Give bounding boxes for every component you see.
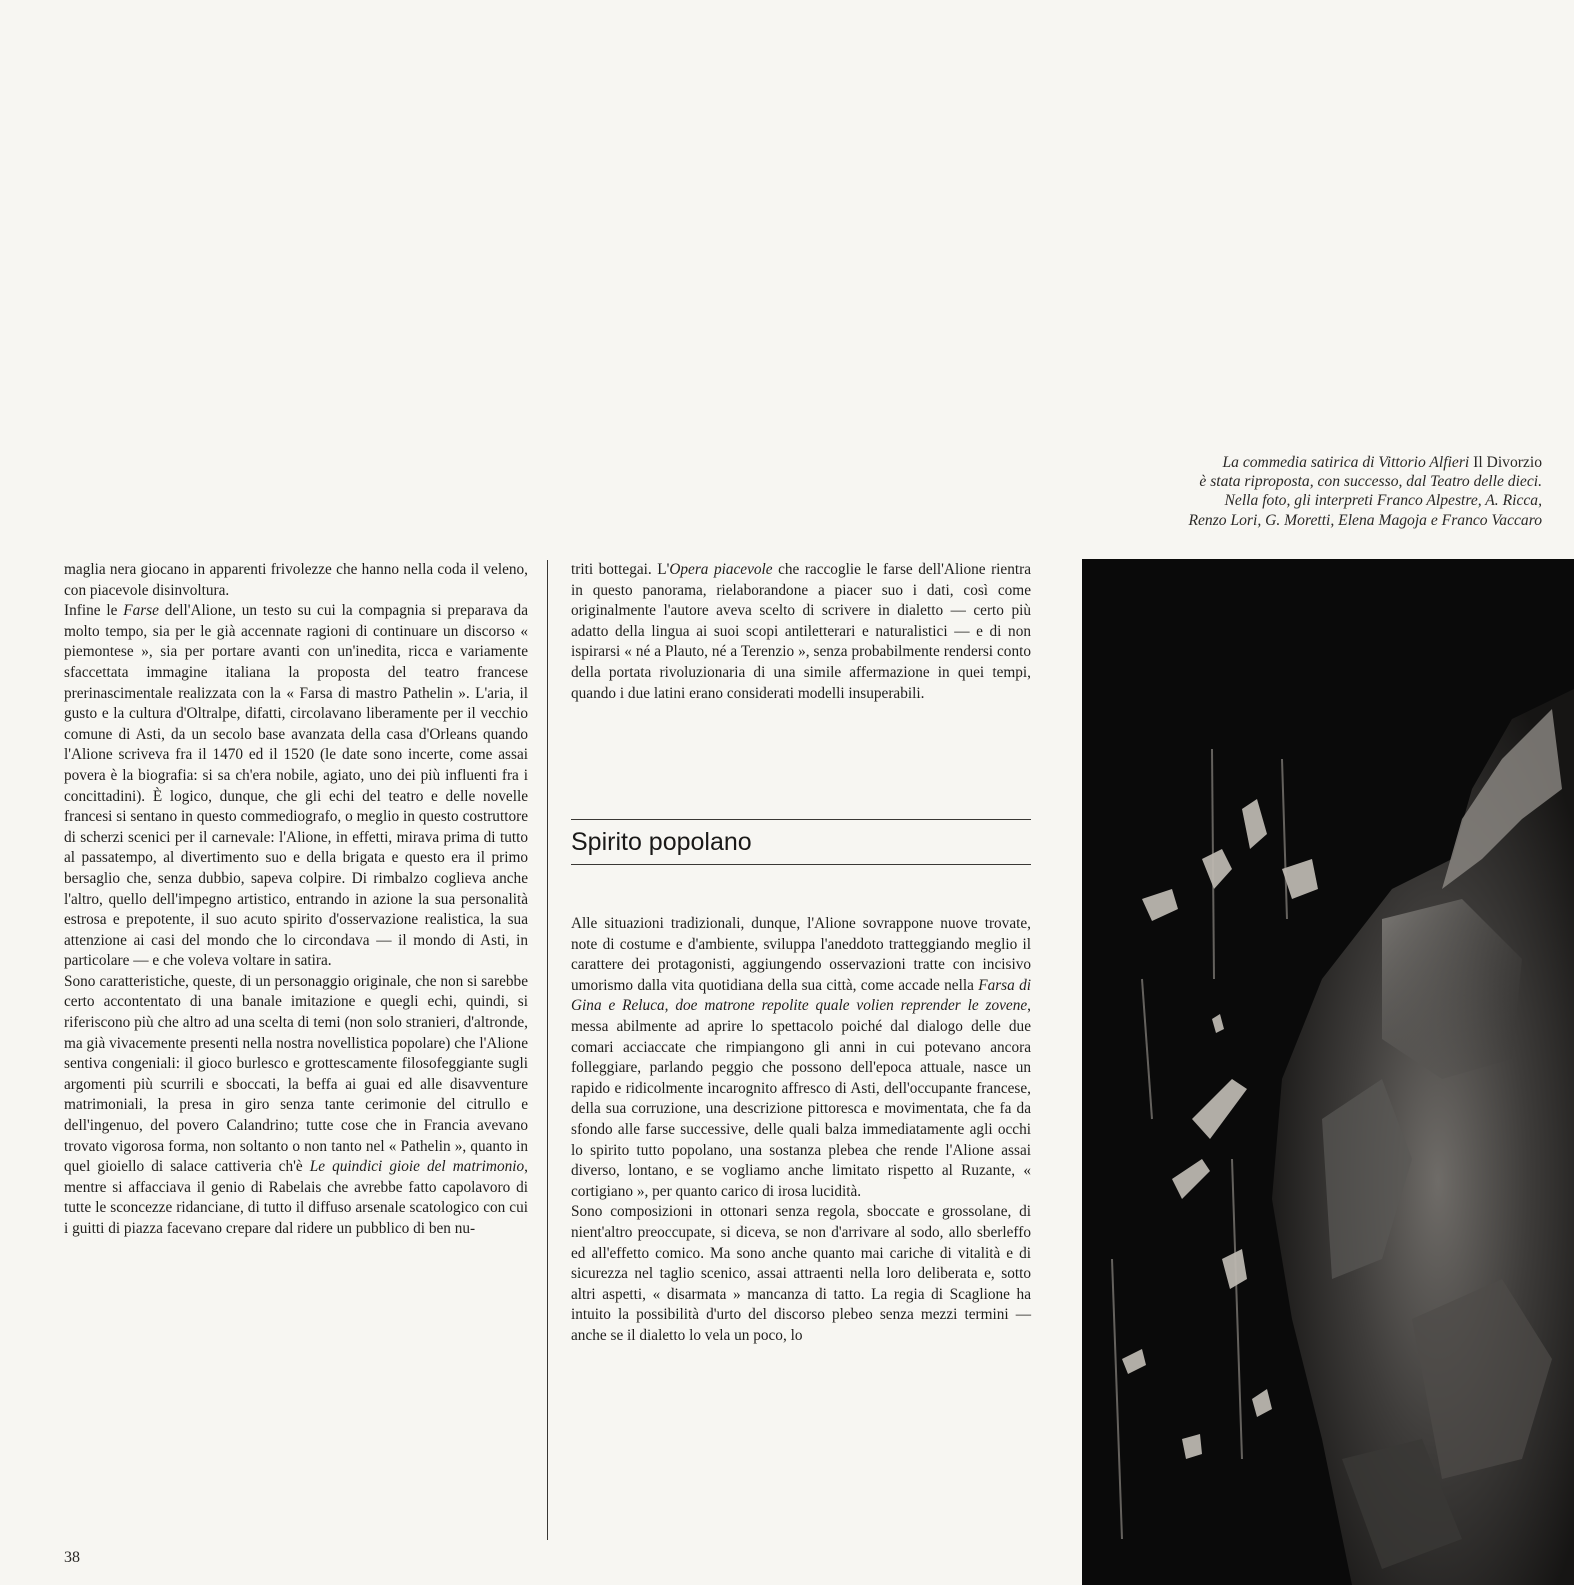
caption-line-3: Nella foto, gli interpreti Franco Alpestre, A. Ricca, xyxy=(1224,492,1542,510)
italic-title: Opera piacevole xyxy=(669,561,773,578)
page-number: 38 xyxy=(64,1549,80,1566)
text-column-right-top xyxy=(571,560,1031,704)
stage-photo-image xyxy=(1082,559,1574,1585)
column-divider xyxy=(547,560,548,1540)
paragraph-text: , mentre si affacciava il genio di Rabelais che avrebbe fatto capolavoro di tutte le sconcezze ridanciane, di tutto il diffuso arsenale scatologico con cui i guitti di piazza facevano crepare dal ridere un pubblico di ben nu- xyxy=(64,1158,528,1237)
italic-title: Farse xyxy=(123,602,159,620)
caption-line-1 xyxy=(1042,453,1542,472)
photo-caption xyxy=(1042,453,1542,530)
paragraph-text: dell'Alione, un testo su cui la compagnia si preparava da molto tempo, sia per le già accennate ragioni di continuare un discorso « piemontese », sia per portare avanti con un'inedita, ricca e variamente sfaccettata immagine italiana la proposta del teatro francese prerinascimentale realizzata con la « Farsa di mastro Pathelin ». L'aria, il gusto e la cultura d'Oltralpe, difatti, circolavano liberamente per il vecchio comune di Asti, da un secolo base avanzata della casa d'Orleans quando l'Alione scriveva fra il 1470 ed il 1520 (le date sono incerte, come assai povera è la biografia: si sa ch'era nobile, agiato, uno dei più influenti fra i concittadini). È logico, dunque, che gli echi del teatro e delle novelle francesi si sentano in questo commediografo, o meglio in questo costruttore di scherzi scenici per il carnevale: l'Alione, in effetti, mirava prima di tutto al passatempo, al divertimento suo e della brigata e questo era il primo bersaglio che, senza dubbio, sapeva colpire. Di rimbalzo coglieva anche l'altro, quello dell'impegno artistico, entrando in azione la sua personalità estrosa e prepotente, il suo acuto spirito d'osservazione realistica, la sua attenzione ai casi del mondo che lo circondava — il mondo di Asti, in particolare — e che voleva voltare in satira. xyxy=(64,602,528,970)
text-column-right-bottom xyxy=(571,914,1031,1346)
paragraph-text: Infine le xyxy=(64,602,124,620)
caption-line-2: è stata riproposta, con successo, dal Teatro delle dieci. xyxy=(1199,473,1542,491)
paragraph: maglia nera giocano in apparenti frivolezze che hanno nella coda il veleno, con piacevole disinvoltura. xyxy=(64,561,528,599)
paragraph: Sono composizioni in ottonari senza regola, sboccate e grossolane, di nient'altro preoccupate, si diceva, se non d'arrivare al sodo, allo sberleffo ed all'effetto comico. Ma sono anche quanto mai cariche di vitalità e di sicurezza nel taglio scenico, assai attraenti nella loro deliberata e, sotto altri aspetti, « disarmata » mancanza di tatto. La regia di Scaglione ha intuito la possibilità d'urto del discorso plebeo senza mezzi termini — anche se il dialetto lo vela un poco, lo xyxy=(571,1203,1031,1344)
paragraph xyxy=(571,560,1031,704)
caption-line-1-italic: La commedia satirica di Vittorio Alfieri xyxy=(1222,454,1470,471)
italic-title: Le quindici gioie del matrimonio xyxy=(309,1158,525,1176)
text-column-left xyxy=(64,560,528,1240)
italic-title: Farsa di Gina e Reluca, doe matrone repolite quale volien reprender le zovene xyxy=(571,976,1031,1015)
paragraph xyxy=(64,601,528,972)
paragraph-text: che raccoglie le farse dell'Alione rientra in questo panorama, rielaborandone a piacer suo i dati, così come originalmente l'autore aveva scelto di scrivere in dialetto — certo più adatto della lingua ai suoi scopi antiletterari e naturalistici — e di non ispirarsi « né a Plauto, né a Terenzio », senza probabilmente rendersi conto della portata rivoluzionaria di una simile affermazione in quei tempi, quando i due latini erano considerati modelli insuperabili. xyxy=(571,561,1031,702)
paragraph-text: , messa abilmente ad aprire lo spettacolo poiché dal dialogo delle due comari acciaccate che rimpiangono gli anni in cui potevano ancora folleggiare, parlando peggio che possono dell'epoca attuale, nasce un rapido e ridicolmente incarognito affresco di Asti, dell'occupante francese, della sua corruzione, una descrizione pittoresca e movimentata, che fa da sfondo alle farse successive, delle quali balza immediatamente agli occhi lo spirito tutto popolano, una sostanza plebea che rende l'Alione assai diverso, lontano, e se vogliamo anche limitato rispetto al Ruzante, « cortigiano », per quanto carico di irosa lucidità. xyxy=(571,997,1031,1200)
paragraph xyxy=(64,972,528,1240)
paragraph-text: Alle situazioni tradizionali, dunque, l'Alione sovrappone nuove trovate, note di costume e d'ambiente, sviluppa l'aneddoto tratteggiando meglio il carattere dei protagonisti, aggiungendo osservazioni tratte con incisivo umorismo dalla vita quotidiana della sua città, come accade nella xyxy=(571,915,1031,994)
caption-play-title: Il Divorzio xyxy=(1469,454,1542,471)
section-heading: Spirito popolano xyxy=(571,828,752,856)
caption-line-4: Renzo Lori, G. Moretti, Elena Magoja e Franco Vaccaro xyxy=(1188,511,1542,529)
paragraph-text: triti bottegai. L' xyxy=(571,561,670,578)
paragraph-text: Sono caratteristiche, queste, di un personaggio originale, che non si sarebbe certo accontentato di una banale imitazione e quegli echi, quindi, si riferiscono più che altro ad una scelta di temi (non solo stranieri, d'altronde, ma già vivacemente presenti nella nostra novellistica popolare) che l'Alione sentiva congeniali: il gioco burlesco e grottescamente filosofeggiante sugli argomenti più scurrili e sboccati, la beffa ai guai ed alle disavventure matrimoniali, la presa in giro senza tante cerimonie del citrullo e dell'ingenuo, del povero Calandrino; tutte cose che in Francia avevano trovato vigorosa forma, non soltanto o non tanto nel « Pathelin », quanto in quel gioiello di salace cattiveria ch'è xyxy=(64,972,528,1176)
paragraph xyxy=(571,914,1031,1202)
heading-rule-bottom xyxy=(571,864,1031,865)
stage-photo xyxy=(1082,559,1574,1585)
heading-rule-top xyxy=(571,819,1031,820)
